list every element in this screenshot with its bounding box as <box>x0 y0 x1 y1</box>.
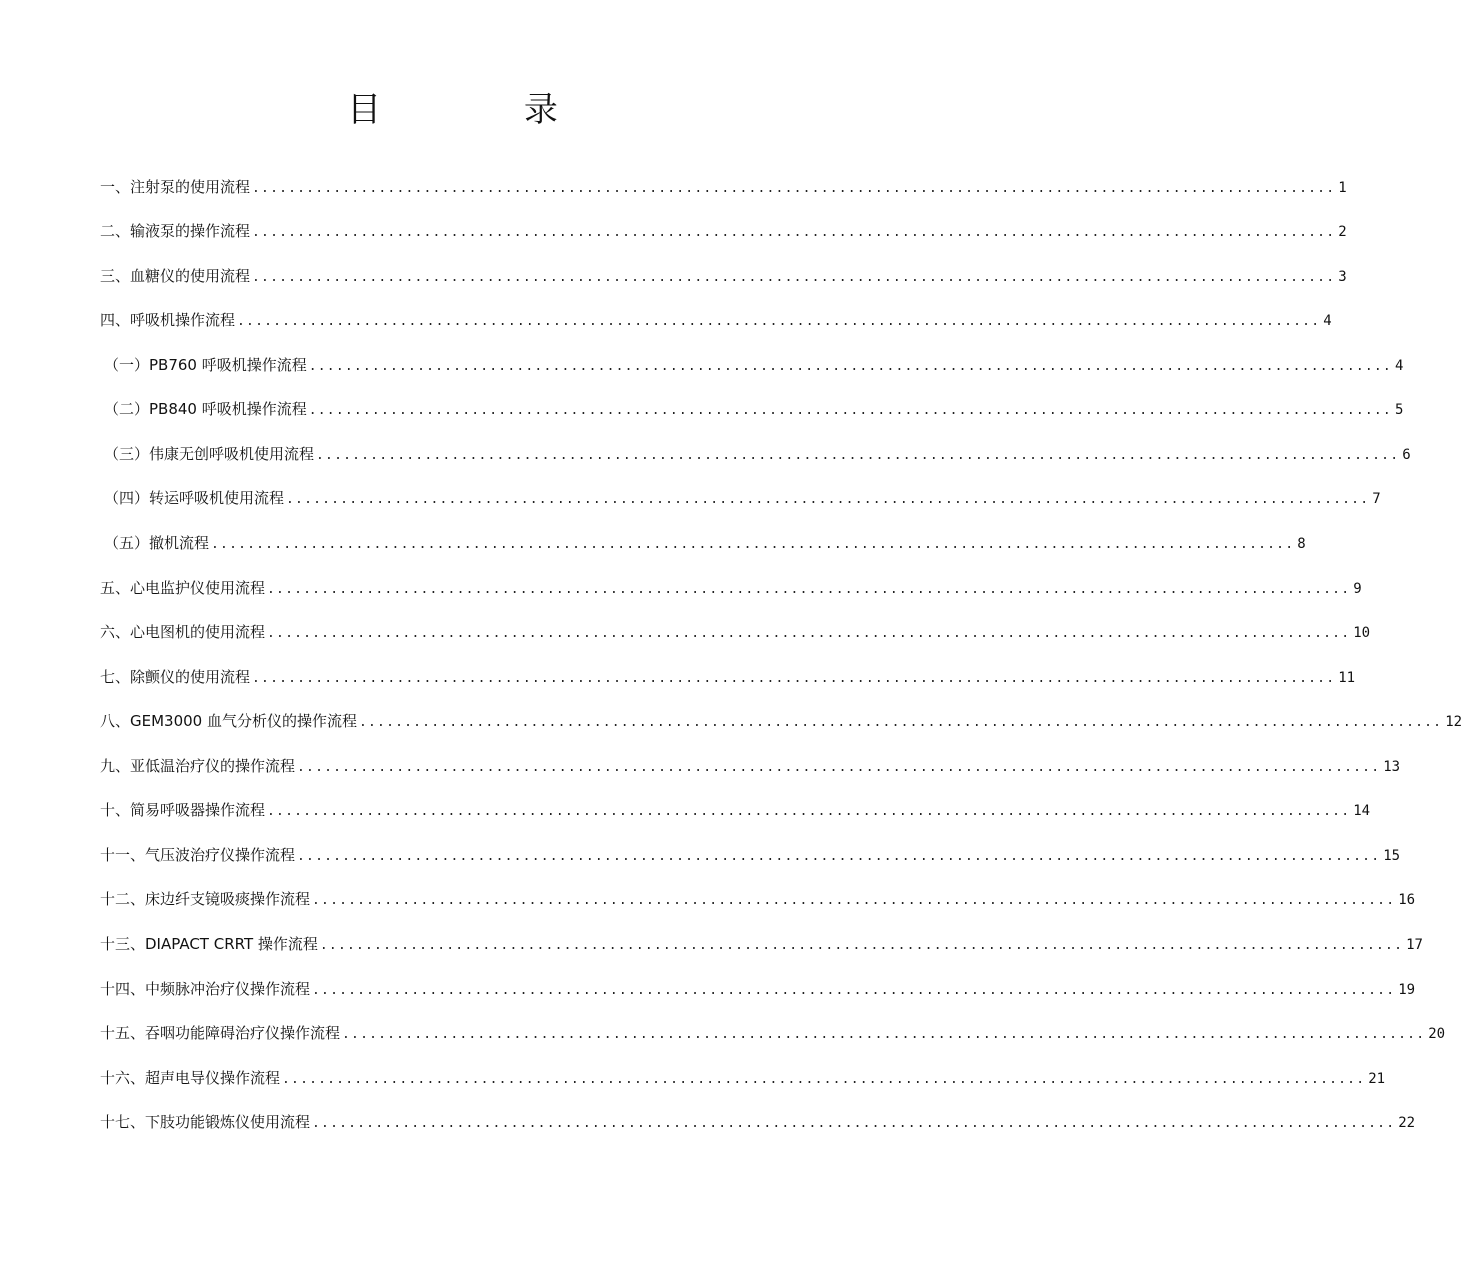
toc-entry[interactable] <box>104 353 1404 377</box>
toc-dot-leader: ........................................................................................................................ <box>252 181 1336 196</box>
toc-page-number: 22 <box>1398 1115 1416 1131</box>
toc-page-number: 17 <box>1406 937 1423 953</box>
toc-entry[interactable] <box>104 486 1381 510</box>
toc-entry-title: 十、简易呼吸器操作流程 <box>100 801 266 819</box>
toc-page-number: 12 <box>1445 714 1462 730</box>
toc-page-number: 21 <box>1368 1071 1386 1087</box>
toc-page-number: 16 <box>1398 892 1416 908</box>
toc-entry-title: 八、GEM3000 血气分析仪的操作流程 <box>100 712 357 730</box>
toc-entry[interactable] <box>100 843 1401 867</box>
toc-dot-leader: ........................................................................................................................ <box>267 582 1351 597</box>
toc-dot-leader: ........................................................................................................................ <box>312 983 1396 998</box>
toc-dot-leader: ........................................................................................................................ <box>267 626 1351 641</box>
toc-page-number: 8 <box>1297 536 1306 552</box>
toc-entry-title: 九、亚低温治疗仪的操作流程 <box>100 757 296 775</box>
toc-entry[interactable] <box>100 798 1371 822</box>
toc-page-number: 6 <box>1402 447 1411 463</box>
toc-entry-title: 十七、下肢功能锻炼仪使用流程 <box>100 1113 311 1131</box>
toc-entry[interactable] <box>100 665 1356 689</box>
toc-entry[interactable] <box>100 576 1362 600</box>
toc-entry-title: 五、心电监护仪使用流程 <box>100 579 266 597</box>
page-title: 目 录 <box>347 90 624 130</box>
toc-dot-leader: ........................................................................................................................ <box>308 359 1392 374</box>
toc-page-number: 4 <box>1323 313 1332 329</box>
toc-entry[interactable] <box>100 264 1347 288</box>
toc-dot-leader: ........................................................................................................................ <box>252 225 1336 240</box>
toc-entry-title: 三、血糖仪的使用流程 <box>100 267 251 285</box>
toc-dot-leader: ........................................................................................................................ <box>286 492 1370 507</box>
toc-dot-leader: ........................................................................................................................ <box>316 448 1400 463</box>
toc-dot-leader: ........................................................................................................................ <box>297 849 1381 864</box>
toc-page-number: 9 <box>1353 581 1362 597</box>
toc-entry[interactable] <box>100 709 1462 733</box>
toc-entry[interactable] <box>104 397 1404 421</box>
toc-dot-leader: ........................................................................................................................ <box>297 760 1381 775</box>
toc-dot-leader: ........................................................................................................................ <box>359 715 1443 730</box>
toc-entry-title: （二）PB840 呼吸机操作流程 <box>104 400 307 418</box>
toc-entry-title: （五）撤机流程 <box>104 534 210 552</box>
toc-dot-leader: ........................................................................................................................ <box>252 671 1336 686</box>
toc-page-number: 2 <box>1338 224 1347 240</box>
toc-dot-leader: ........................................................................................................................ <box>308 403 1392 418</box>
toc-entry[interactable] <box>100 1021 1446 1045</box>
toc-dot-leader: ........................................................................................................................ <box>267 804 1351 819</box>
toc-entry-title: （四）转运呼吸机使用流程 <box>104 489 285 507</box>
toc-entry-title: 一、注射泵的使用流程 <box>100 178 251 196</box>
toc-entry-title: 十三、DIAPACT CRRT 操作流程 <box>100 935 318 953</box>
toc-page-number: 7 <box>1372 491 1381 507</box>
toc-entry[interactable] <box>100 977 1416 1001</box>
toc-dot-leader: ........................................................................................................................ <box>282 1072 1366 1087</box>
toc-entry-title: （一）PB760 呼吸机操作流程 <box>104 356 307 374</box>
toc-entry[interactable] <box>100 1066 1386 1090</box>
toc-entry-title: 十一、气压波治疗仪操作流程 <box>100 846 296 864</box>
toc-entry-title: 四、呼吸机操作流程 <box>100 311 236 329</box>
toc-dot-leader: ........................................................................................................................ <box>211 537 1295 552</box>
toc-page-number: 19 <box>1398 982 1416 998</box>
toc-entry[interactable] <box>100 175 1347 199</box>
toc-entry[interactable] <box>100 932 1423 956</box>
toc-entry-title: 十六、超声电导仪操作流程 <box>100 1069 281 1087</box>
toc-page-number: 4 <box>1394 358 1404 374</box>
toc-entry[interactable] <box>100 620 1371 644</box>
toc-page-number: 14 <box>1353 803 1371 819</box>
toc-entry-title: 十二、床边纤支镜吸痰操作流程 <box>100 890 311 908</box>
toc-page-number: 10 <box>1353 625 1371 641</box>
toc-dot-leader: ........................................................................................................................ <box>342 1027 1426 1042</box>
toc-page-number: 15 <box>1383 848 1401 864</box>
toc-entry-title: 十四、中频脉冲治疗仪操作流程 <box>100 980 311 998</box>
toc-dot-leader: ........................................................................................................................ <box>319 938 1404 953</box>
toc-page-number: 20 <box>1428 1026 1446 1042</box>
toc-entry[interactable] <box>100 219 1347 243</box>
toc-dot-leader: ........................................................................................................................ <box>237 314 1321 329</box>
toc-dot-leader: ........................................................................................................................ <box>252 270 1336 285</box>
toc-entry-title: 六、心电图机的使用流程 <box>100 623 266 641</box>
toc-entry[interactable] <box>100 754 1401 778</box>
toc-entry-title: 十五、吞咽功能障碍治疗仪操作流程 <box>100 1024 341 1042</box>
toc-entry[interactable] <box>100 1110 1416 1134</box>
toc-entry[interactable] <box>104 442 1411 466</box>
toc-entry-title: （三）伟康无创呼吸机使用流程 <box>104 445 315 463</box>
toc-entry-title: 二、输液泵的操作流程 <box>100 222 251 240</box>
toc-dot-leader: ........................................................................................................................ <box>312 1116 1396 1131</box>
toc-entry[interactable] <box>104 531 1306 555</box>
toc-entry[interactable] <box>100 308 1332 332</box>
toc-dot-leader: ........................................................................................................................ <box>312 893 1396 908</box>
toc-page-number: 13 <box>1383 759 1401 775</box>
toc-entry-title: 七、除颤仪的使用流程 <box>100 668 251 686</box>
toc-page-number: 5 <box>1394 402 1404 418</box>
toc-page-number: 3 <box>1338 269 1347 285</box>
toc-page-number: 1 <box>1338 180 1347 196</box>
toc-entry[interactable] <box>100 887 1416 911</box>
toc-page-number: 11 <box>1338 670 1356 686</box>
